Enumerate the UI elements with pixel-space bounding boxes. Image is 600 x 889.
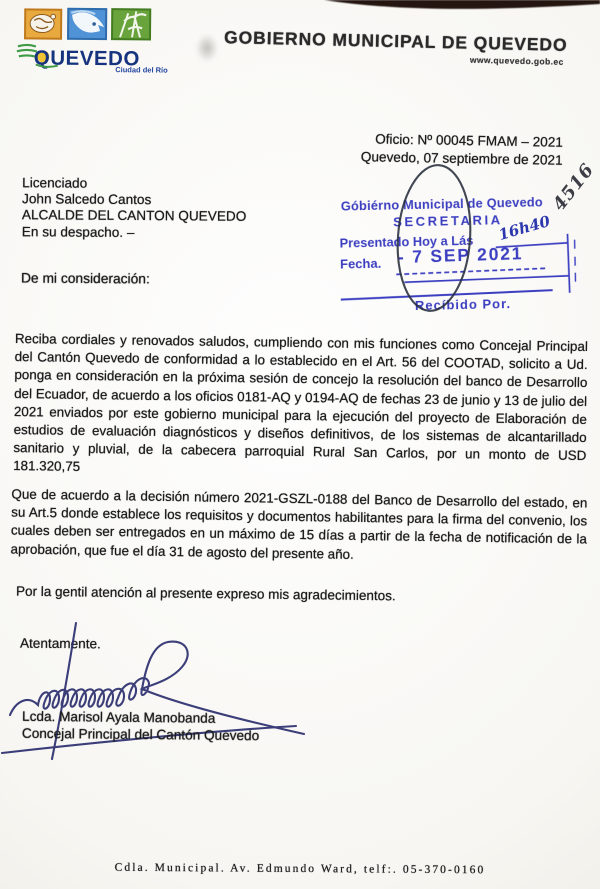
letterhead-website: www.quevedo.gob.ec: [469, 54, 564, 67]
stamp-time-handwritten: 16h40: [496, 212, 553, 244]
stamp-dept-line: SECRETARIA: [393, 212, 503, 230]
letterhead-title: GOBIERNO MUNICIPAL DE QUEVEDO: [223, 27, 568, 55]
footer-address: Cdla. Municipal. Av. Edmundo Ward, telf:. 05-370-0160: [114, 861, 486, 877]
signatory-block: [22, 709, 260, 744]
logo-tagline-text: Ciudad del Río: [115, 65, 168, 74]
logo-tile-map-icon: [25, 9, 61, 38]
signatory-name: Lcda. Marisol Ayala Manobanda: [22, 708, 216, 726]
logo-wordmark: [17, 45, 169, 74]
pen-oval-annotation: [388, 160, 484, 318]
stamp-org-line: Góbiérno Municipal de Quevedo: [340, 194, 544, 214]
quevedo-logo: [16, 6, 173, 73]
recipient-line: Licenciado: [22, 175, 88, 191]
logo-name-text: QUEVEDO: [33, 46, 140, 71]
recipient-block: [22, 175, 247, 241]
quevedo-logo-graphic: [16, 6, 173, 73]
recipient-line: En su despacho. –: [21, 223, 135, 240]
signatory-title: Concejal Principal del Cantón Quevedo: [21, 725, 260, 743]
oficio-date: Quevedo, 07 septiembre de 2021: [360, 148, 563, 168]
body-paragraph-1: Reciba cordiales y renovados saludos, cumpliendo con mis funciones como Concejal Principal del Cantón Quevedo de conformidad a lo establecido en el Art. 56 del COOTAD, solicito a Ud. ponga en consideración en la próxima sesión de concejo la resolución del banco de Desarrollo del Ecuador, de acuerdo a los oficios 0181-AQ y 0194-AQ de fechas 23 de junio y 13 de julio del 2021 enviados por este gobierno municipal para la ejecución del proyecto de Elaboración de estudios de evaluación diagnósticos y diseños definitivos, de los sistemas de alcantarillado sanitario y pluvial, de la cabecera parroquial Rural San Carlos, por un monto de USD 181.320,75: [13, 331, 588, 475]
logo-tile-fish-icon: [68, 9, 106, 39]
scan-edge-shape: [324, 0, 600, 9]
oficio-number: Oficio: Nº 00045 FMAM – 2021: [375, 131, 564, 150]
letterhead: [223, 27, 568, 67]
stamp-presented-label: Presentado Hoy a Lás: [339, 232, 474, 251]
valediction-line: Atentamente.: [19, 635, 101, 652]
scan-smudge: [196, 34, 218, 62]
body-paragraph-2: Que de acuerdo a la decisión número 2021-GSZL-0188 del Banco de Desarrollo del estado, en su Art.5 donde establece los requisitos y documentos habilitantes para la firma del convenio, los cuales deben ser entregados en un máximo de 15 días a partir de la fecha de notificación de la aprobación, que fue el día 31 de agosto del presente año.: [10, 486, 588, 562]
stamp-fecha-label: Fecha.: [339, 255, 382, 272]
logo-tile-plant-icon: [112, 9, 150, 39]
stamp-date-value: - 7 SEP 2021: [397, 243, 524, 268]
recipient-line: ALCALDE DEL CANTON QUEVEDO: [21, 207, 247, 225]
registry-number-handwritten: 4516: [548, 159, 599, 215]
closing-line: Por la gentil atención al presente expreso mis agradecimientos.: [15, 583, 396, 604]
salutation-line: De mi consideración:: [20, 270, 150, 287]
recipient-line: John Salcedo Cantos: [22, 191, 152, 208]
stamp-received-label: Recíbido Por.: [414, 296, 512, 314]
handwritten-signature: [0, 615, 320, 775]
